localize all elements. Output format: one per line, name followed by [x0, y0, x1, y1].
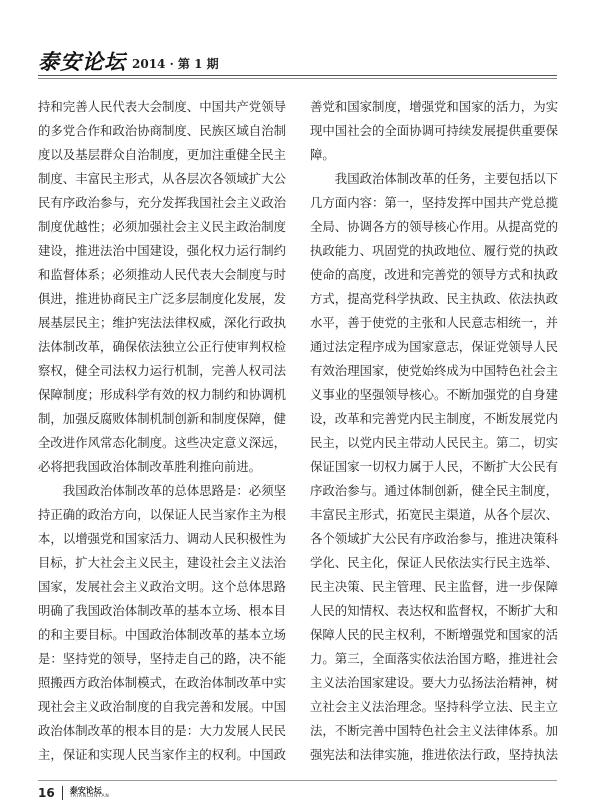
left-column	[38, 95, 286, 767]
running-header	[38, 40, 557, 72]
paragraph: 我国政治体制改革的任务，主要包括以下几方面内容：第一，坚持发挥中国共产党总揽全局、协调各方的领导核心作用。从提高党的执政能力、巩固党的执政地位、履行党的执政使命的高度，改进和完善党的领导方式和执政方式，提高党科学执政、民主执政、依法执政水平，善于使党的主张和人民意志相统一，并通过法定程序成为国家意志，保证党领导人民有效治理国家，使党始终成为中国特色社会主义事业的坚强领导核心。不断加强党的自身建设，改革和完善党内民主制度，不断发展党内民主，以党内民主带动人民民主。第二，切实保证国家一切权力属于人民，不断扩大公民有序政治参与。通过体制创新，健全民主制度，丰富民主形式，拓宽民主渠道，从各个层次、各个领域扩大公民有序政治参与，推进决策科学化、民主化，保证人民依法实行民主选举、民主决策、民主管理、民主监督，进一步保障人民的知情权、表达权和监督权，不断扩大和保障人民的民主权利，不断增强党和国家的活力。第三，全面落实依法治国方略，推进社会主义法治国家建设。要大力弘扬法治精神，树立社会主义法治理念。坚持科学立法、民主立法，不断完善中国特色社会主义法律体系。加强宪法和法律实施，推进依法行政，坚持执法	[310, 171, 558, 762]
issue-number: 2014 · 第 1 期	[132, 57, 219, 71]
article-body	[38, 95, 558, 767]
footer-logo-cn: 泰安论坛	[69, 785, 102, 796]
right-column	[310, 95, 558, 767]
footer-rule	[38, 780, 557, 781]
journal-title: 泰安论坛	[38, 49, 126, 74]
footer-logo	[70, 786, 110, 800]
paragraph: 持和完善人民代表大会制度、中国共产党领导的多党合作和政治协商制度、民族区域自治制度以及基层群众自治制度，更加注重健全民主制度、丰富民主形式，从各层次各领域扩大公民有序政治参与，充分发挥我国社会主义政治制度优越性；必须加强社会主义民主政治制度建设，推进法治中国建设，强化权力运行制约和监督体系；必须推动人民代表大会制度与时俱进，推进协商民主广泛多层制度化发展，发展基层民主；维护宪法法律权威，深化行政执法体制改革，确保依法独立公正行使审判权检察权，健全司法权力运行机制，完善人权司法保障制度；形成科学有效的权力制约和协调机制，加强反腐败体制机制创新和制度保障，健全改进作风常态化制度。这些决定意义深远，必将把我国政治体制改革胜利推向前进。	[38, 99, 286, 474]
paragraph: 善党和国家制度，增强党和国家的活力，为实现中国社会的全面协调可持续发展提供重要保障。	[310, 99, 558, 162]
footer-separator	[62, 786, 63, 800]
paragraph: 我国政治体制改革的总体思路是：必须坚持正确的政治方向，以保证人民当家作主为根本，以增强党和国家活力、调动人民积极性为目标，扩大社会主义民主，建设社会主义法治国家，发展社会主义政治文明。这个总体思路明确了我国政治体制改革的基本立场、根本目的和主要目标。中国政治体制改革的基本立场是：坚持党的领导，坚持走自己的路，决不能照搬西方政治体制模式，在政治体制改革中实现社会主义政治制度的自我完善和发展。中国政治体制改革的根本目的是：大力发展人民民主，保证和实现人民当家作主的权利。中国政	[38, 483, 286, 762]
header-rule-thin	[38, 78, 557, 79]
page-footer	[38, 783, 557, 803]
header-rule	[38, 75, 557, 76]
page-number: 16	[38, 786, 55, 800]
footer-logo-en: TAIANLUNTAN	[69, 794, 110, 800]
